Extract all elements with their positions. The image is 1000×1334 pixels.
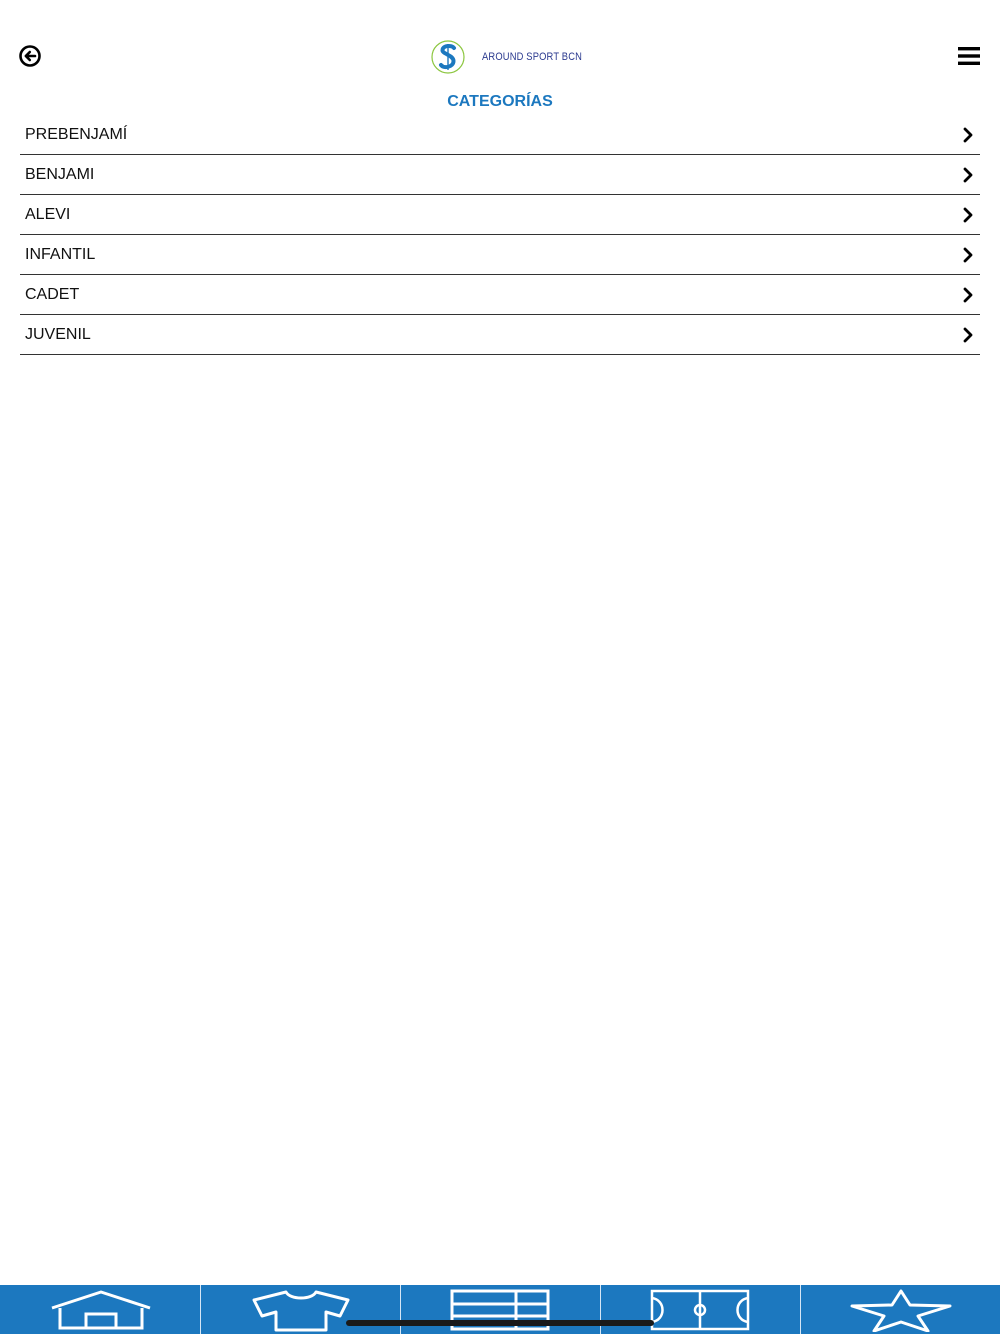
court-icon bbox=[646, 1288, 756, 1332]
category-item[interactable] bbox=[20, 115, 980, 155]
brand-name: AROUND SPORT BCN bbox=[482, 51, 583, 63]
hamburger-menu-icon bbox=[958, 45, 980, 67]
home-indicator bbox=[346, 1320, 654, 1326]
category-label: ALEVI bbox=[25, 205, 71, 223]
chevron-right-icon bbox=[961, 127, 975, 143]
category-item[interactable] bbox=[20, 195, 980, 235]
chevron-right-icon bbox=[961, 167, 975, 183]
category-label: INFANTIL bbox=[25, 245, 96, 263]
chevron-right-icon bbox=[961, 287, 975, 303]
category-item[interactable] bbox=[20, 235, 980, 275]
shirt-icon bbox=[246, 1288, 356, 1332]
chevron-right-icon bbox=[961, 327, 975, 343]
category-label: JUVENIL bbox=[25, 325, 91, 343]
star-icon bbox=[846, 1288, 956, 1332]
back-arrow-circle-icon bbox=[18, 44, 42, 68]
category-label: PREBENJAMÍ bbox=[25, 125, 128, 143]
tab-matches[interactable] bbox=[600, 1285, 800, 1334]
tab-favorites[interactable] bbox=[800, 1285, 1000, 1334]
category-label: BENJAMI bbox=[25, 165, 95, 183]
category-item[interactable] bbox=[20, 155, 980, 195]
tab-home[interactable] bbox=[0, 1285, 200, 1334]
tab-lineup[interactable] bbox=[400, 1285, 600, 1334]
tab-team[interactable] bbox=[200, 1285, 400, 1334]
top-header bbox=[0, 0, 1000, 90]
category-list bbox=[20, 115, 980, 355]
chevron-right-icon bbox=[961, 247, 975, 263]
s-logo-icon bbox=[430, 39, 466, 75]
home-icon bbox=[46, 1288, 156, 1332]
menu-button[interactable] bbox=[958, 45, 980, 67]
back-button[interactable] bbox=[18, 44, 42, 68]
category-item[interactable] bbox=[20, 315, 980, 355]
chevron-right-icon bbox=[961, 207, 975, 223]
bottom-tab-bar bbox=[0, 1285, 1000, 1334]
brand-logo bbox=[430, 38, 600, 76]
category-label: CADET bbox=[25, 285, 80, 303]
category-item[interactable] bbox=[20, 275, 980, 315]
page-title: CATEGORÍAS bbox=[447, 93, 553, 110]
